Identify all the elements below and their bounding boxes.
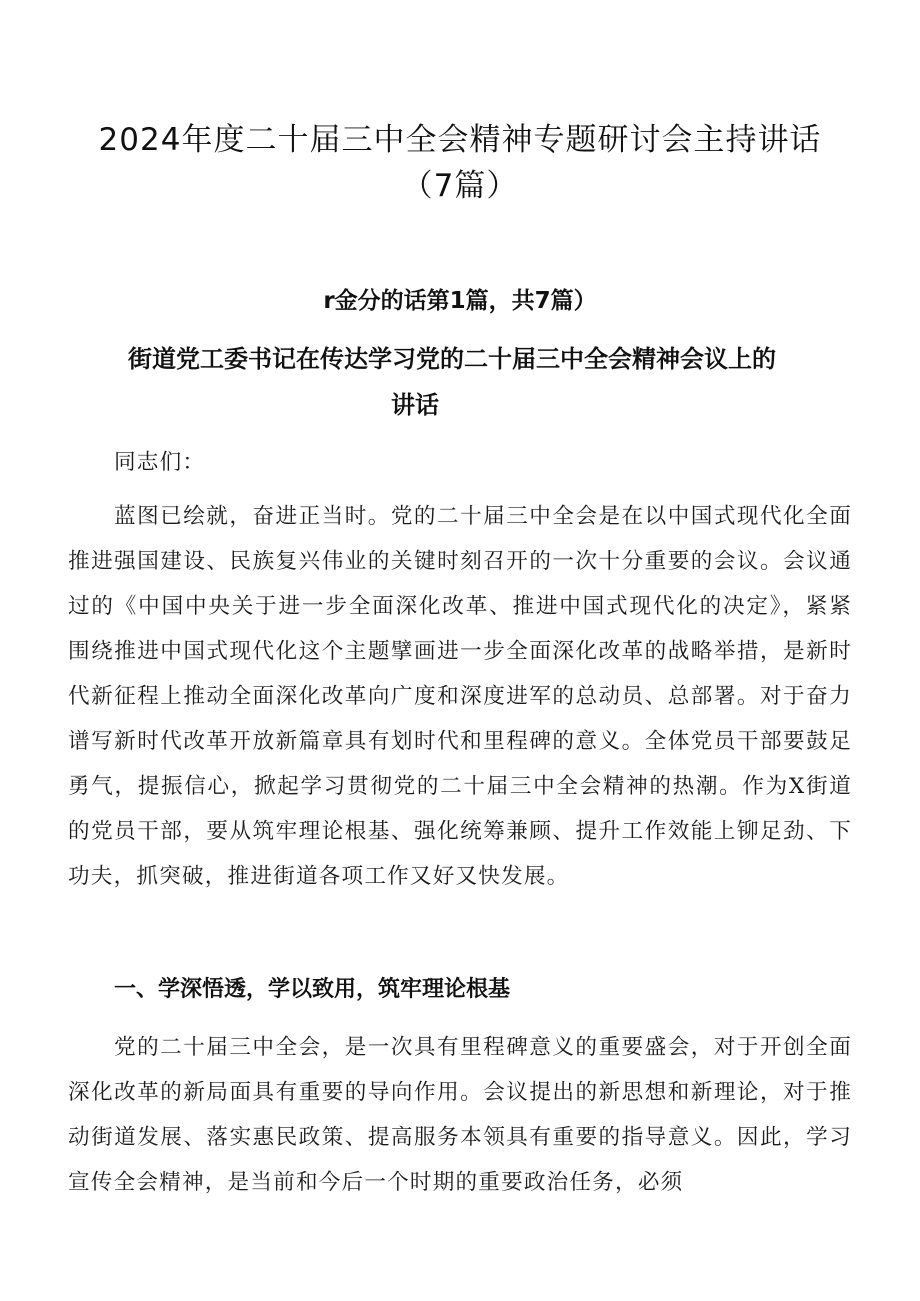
paragraph-intro: 蓝图已绘就，奋进正当时。党的二十届三中全会是在以中国式现代化全面推进强国建设、民族复兴伟业的关键时刻召开的一次十分重要的会议。会议通过的《中国中央关于进一步全面深化改革、推进中国式现代化的决定》，紧紧围绕推进中国式现代化这个主题擘画进一步全面深化改革的战略举措，是新时代新征程上推动全面深化改革向广度和深度进军的总动员、总部署。对于奋力谱写新时代改革开放新篇章具有划时代和里程碑的意义。全体党员干部要鼓足勇气，提振信心，掀起学习贯彻党的二十届三中全会精神的热潮。作为X街道的党员干部，要从筑牢理论根基、强化统筹兼顾、提升工作效能上铆足劲、下功夫，抓突破，推进街道各项工作又好又快发展。 (68, 504, 852, 889)
section-heading-1: 一、学深悟透，学以致用，筑牢理论根基 (114, 977, 511, 1002)
paragraph-section-1: 党的二十届三中全会，是一次具有里程碑意义的重要盛会，对于开创全面深化改革的新局面具有重要的导向作用。会议提出的新思想和新理论，对于推动街道发展、落实惠民政策、提高服务本领具有重要的指导意义。因此，学习宣传全会精神，是当前和今后一个时期的重要政治任务，必须 (68, 1035, 852, 1195)
document-title: 2024年度二十届三中全会精神专题研讨会主持讲话 (98, 122, 822, 158)
document-title-count: （7篇） (401, 168, 519, 204)
speech-title-line1: 街道党工委书记在传达学习党的二十届三中全会精神会议上的 (128, 345, 776, 373)
section-header: r金分的话第1篇，共7篇） (323, 288, 597, 314)
speech-title (128, 336, 848, 428)
greeting: 同志们： (114, 450, 206, 475)
speech-title-line2: 讲话 (391, 391, 439, 419)
